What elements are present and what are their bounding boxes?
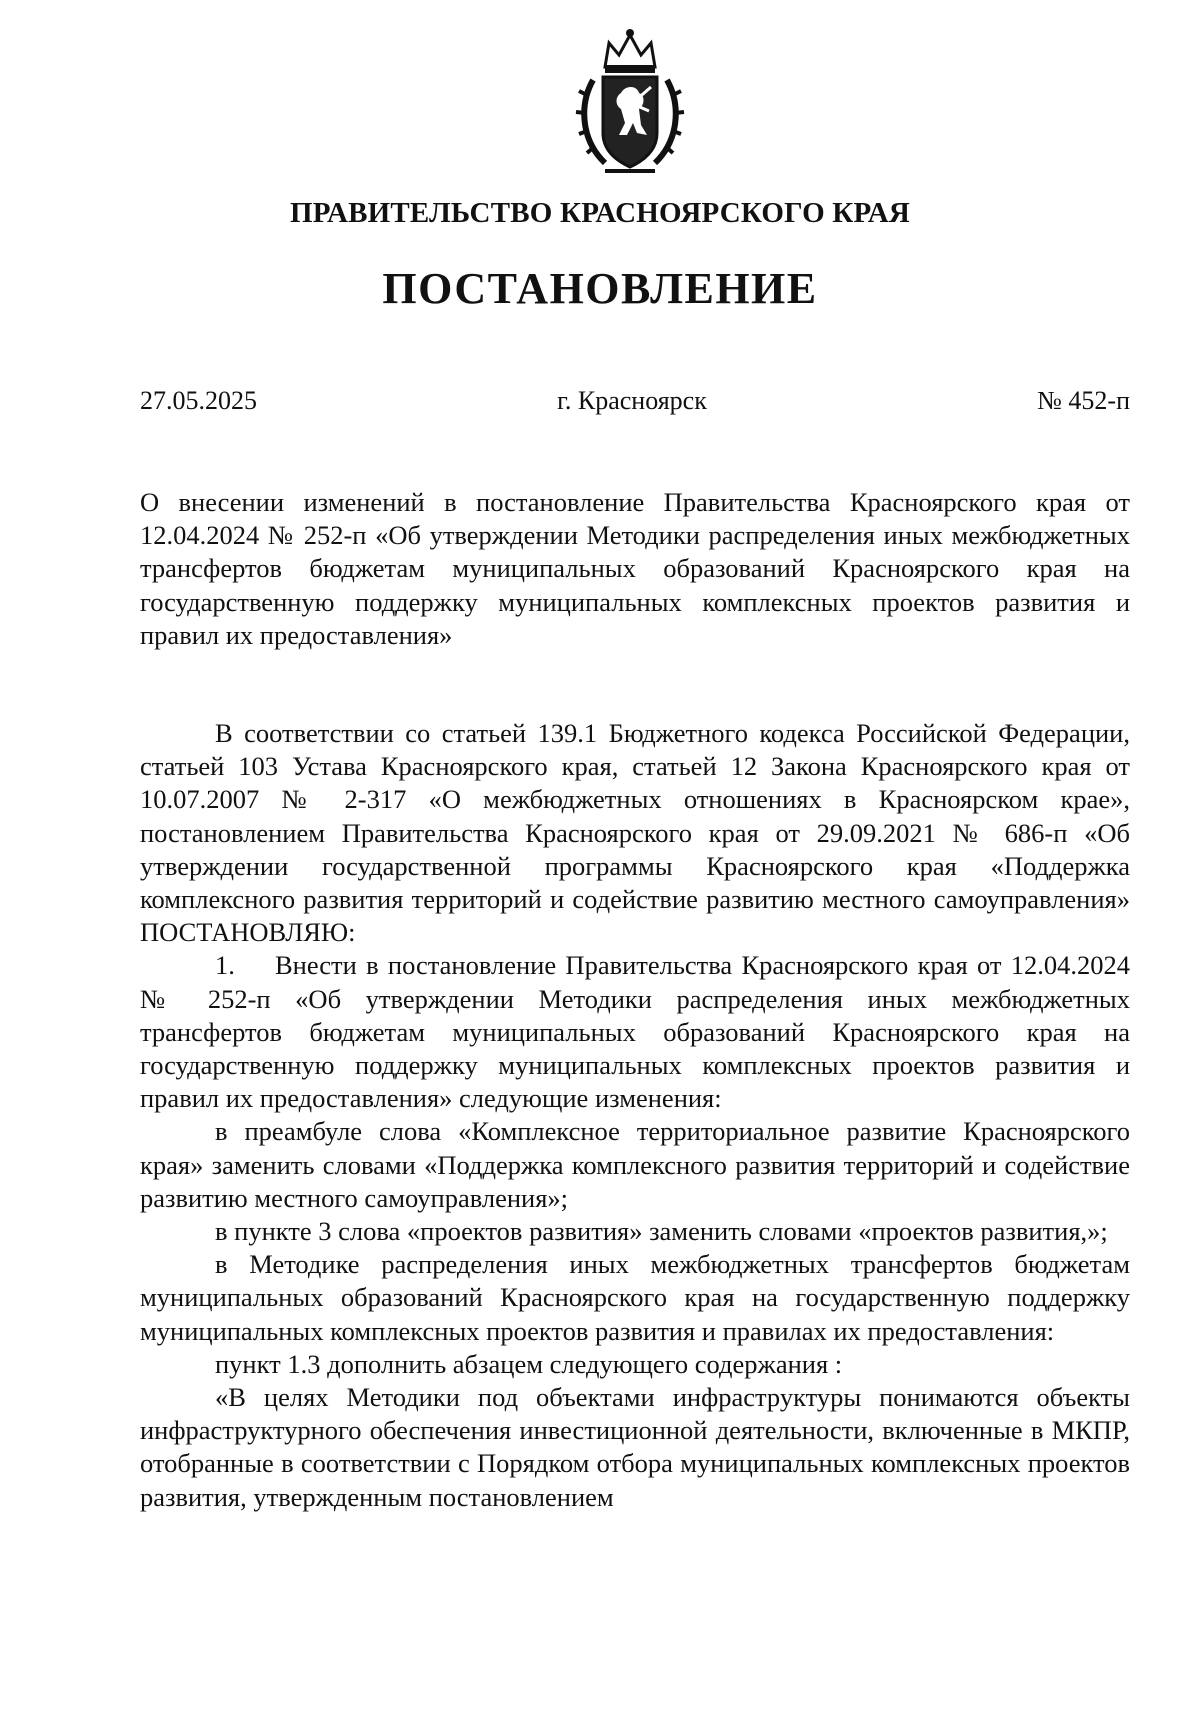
document-number: № 452-п (1037, 386, 1130, 415)
document-date: 27.05.2025 (140, 386, 257, 415)
quote-paragraph: «В целях Методики под объектами инфраструктуры понимаются объекты инфраструктурного обеспечения инвестиционной деятельности, включенные в МКПР, отобранные в соответствии с Порядком отбора муниципальных комплексных проектов развития, утвержденным постановлением (140, 1382, 1130, 1512)
preamble-change-paragraph: в преамбуле слова «Комплексное территориальное развитие Красноярского края» заменить словами «Поддержка комплексного развития территорий и содействие развитию местного самоуправления»; (140, 1116, 1130, 1213)
document-city: г. Красноярск (557, 386, 707, 415)
coat-of-arms-icon (575, 25, 685, 175)
point-1-3-paragraph: пункт 1.3 дополнить абзацем следующего содержания : (215, 1348, 843, 1379)
preamble-paragraph: В соответствии со статьей 139.1 Бюджетного кодекса Российской Федерации, статьей 103 Устава Красноярского края, статьей 12 Закона Красноярского края от 10.07.2007 № 2-317 «О межбюджетных отношениях в Красноярском крае», постановлением Правительства Красноярского края от 29.09.2021 № 686-п «Об утверждении государственной программы Красноярского края «Поддержка комплексного развития территорий и содействие развитию местного самоуправления» ПОСТАНОВЛЯЮ: (140, 718, 1130, 948)
authority-name: ПРАВИТЕЛЬСТВО КРАСНОЯРСКОГО КРАЯ (289, 197, 911, 229)
item-1-paragraph (140, 949, 1130, 1115)
point-3-change-paragraph: в пункте 3 слова «проектов развития» заменить словами «проектов развития,»; (215, 1216, 1108, 1247)
item-1-number: 1. (215, 950, 235, 981)
document-type: ПОСТАНОВЛЕНИЕ (382, 264, 818, 313)
item-1-text: Внести в постановление Правительства Красноярского края от 12.04.2024 № 252-п «Об утверждении Методики распределения иных межбюджетных трансфертов бюджетам муниципальных образований Красноярского края на государственную поддержку муниципальных комплексных проектов развития и правил их предоставления» следующие изменения: (140, 950, 1130, 1114)
methodology-paragraph: в Методике распределения иных межбюджетных трансфертов бюджетам муниципальных образований Красноярского края на государственную поддержку муниципальных комплексных проектов развития и правилах их предоставления: (140, 1249, 1130, 1346)
document-body (140, 717, 1130, 1514)
document-title-block (140, 486, 1130, 652)
document-title: О внесении изменений в постановление Правительства Красноярского края от 12.04.2024 № 252-п «Об утверждении Методики распределения иных межбюджетных трансфертов бюджетам муниципальных образований Красноярского края на государственную поддержку муниципальных комплексных проектов развития и правил их предоставления» (140, 487, 1130, 650)
